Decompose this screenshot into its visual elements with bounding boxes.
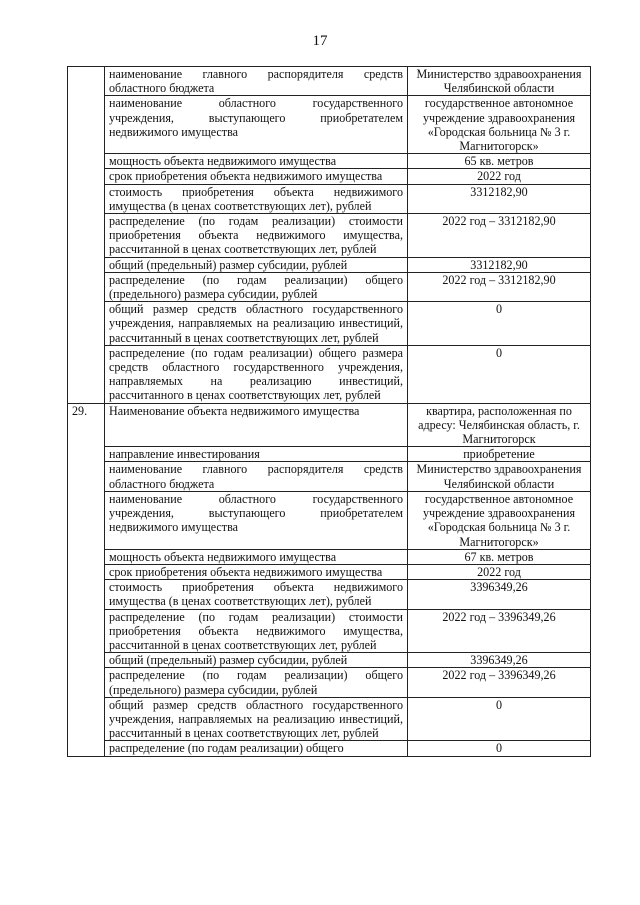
table-row [68,653,591,668]
table-body [68,67,591,757]
table-row [68,549,591,564]
row-label: распределение (по годам реализации) общего размера средств областного государственного учреждения, направляемых на реализацию инвестиций, рассчитанного в ценах соответствующих лет, рублей [105,345,408,403]
row-label: общий (предельный) размер субсидии, рублей [105,653,408,668]
row-value: 0 [408,741,591,756]
row-value: государственное автономное учреждение здравоохранения «Городская больница № 3 г. Магнитогорск» [408,491,591,549]
row-label: распределение (по годам реализации) общего [105,741,408,756]
table-row [68,67,591,96]
row-label: наименование областного государственного учреждения, выступающего приобретателем недвижимого имущества [105,96,408,154]
row-label: распределение (по годам реализации) общего (предельного) размера субсидии, рублей [105,272,408,301]
row-value: 2022 год – 3396349,26 [408,609,591,653]
row-value: квартира, расположенная по адресу: Челябинская область, г. Магнитогорск [408,403,591,447]
row-label: стоимость приобретения объекта недвижимого имущества (в ценах соответствующих лет), рублей [105,580,408,609]
table-row [68,668,591,697]
row-label: распределение (по годам реализации) стоимости приобретения объекта недвижимого имущества, рассчитанной в ценах соответствующих лет, рублей [105,609,408,653]
row-value: 2022 год – 3312182,90 [408,272,591,301]
row-label: наименование главного распорядителя средств областного бюджета [105,67,408,96]
table-row [68,345,591,403]
row-label: мощность объекта недвижимого имущества [105,154,408,169]
row-value: 65 кв. метров [408,154,591,169]
row-label: срок приобретения объекта недвижимого имущества [105,169,408,184]
row-label: направление инвестирования [105,447,408,462]
row-value: 2022 год – 3396349,26 [408,668,591,697]
row-label: стоимость приобретения объекта недвижимого имущества (в ценах соответствующих лет), рублей [105,184,408,213]
row-value: 0 [408,302,591,346]
row-value: 3312182,90 [408,257,591,272]
table-row [68,462,591,491]
row-value: 3396349,26 [408,653,591,668]
table-row [68,214,591,258]
row-value: Министерство здравоохранения Челябинской области [408,462,591,491]
row-value: 67 кв. метров [408,549,591,564]
row-label: распределение (по годам реализации) общего (предельного) размера субсидии, рублей [105,668,408,697]
row-value: 2022 год [408,169,591,184]
row-value: государственное автономное учреждение здравоохранения «Городская больница № 3 г. Магнитогорск» [408,96,591,154]
row-label: общий (предельный) размер субсидии, рублей [105,257,408,272]
table-row [68,447,591,462]
table-row [68,580,591,609]
table-row [68,154,591,169]
row-label: наименование главного распорядителя средств областного бюджета [105,462,408,491]
page-number: 17 [312,33,328,49]
table-row [68,169,591,184]
table-row [68,302,591,346]
table-row [68,491,591,549]
table-row [68,96,591,154]
row-value: 3396349,26 [408,580,591,609]
table-row [68,272,591,301]
row-label: наименование областного государственного учреждения, выступающего приобретателем недвижимого имущества [105,491,408,549]
row-label: мощность объекта недвижимого имущества [105,549,408,564]
item-number: 29. [68,403,105,756]
row-value: Министерство здравоохранения Челябинской области [408,67,591,96]
table-row [68,741,591,756]
row-label: общий размер средств областного государственного учреждения, направляемых на реализацию инвестиций, рассчитанный в ценах соответствующих лет, рублей [105,302,408,346]
row-label: Наименование объекта недвижимого имущества [105,403,408,447]
row-label: общий размер средств областного государственного учреждения, направляемых на реализацию инвестиций, рассчитанный в ценах соответствующих лет, рублей [105,697,408,741]
investment-table [67,66,591,757]
row-value: 3312182,90 [408,184,591,213]
table-row [68,257,591,272]
table-row [68,609,591,653]
row-value: 2022 год [408,564,591,579]
row-value: 2022 год – 3312182,90 [408,214,591,258]
row-label: распределение (по годам реализации) стоимости приобретения объекта недвижимого имущества, рассчитанной в ценах соответствующих лет, рублей [105,214,408,258]
row-value: приобретение [408,447,591,462]
table-row [68,564,591,579]
table-row [68,697,591,741]
table-row [68,403,591,447]
item-number [68,67,105,404]
row-value: 0 [408,345,591,403]
table-row [68,184,591,213]
row-label: срок приобретения объекта недвижимого имущества [105,564,408,579]
row-value: 0 [408,697,591,741]
